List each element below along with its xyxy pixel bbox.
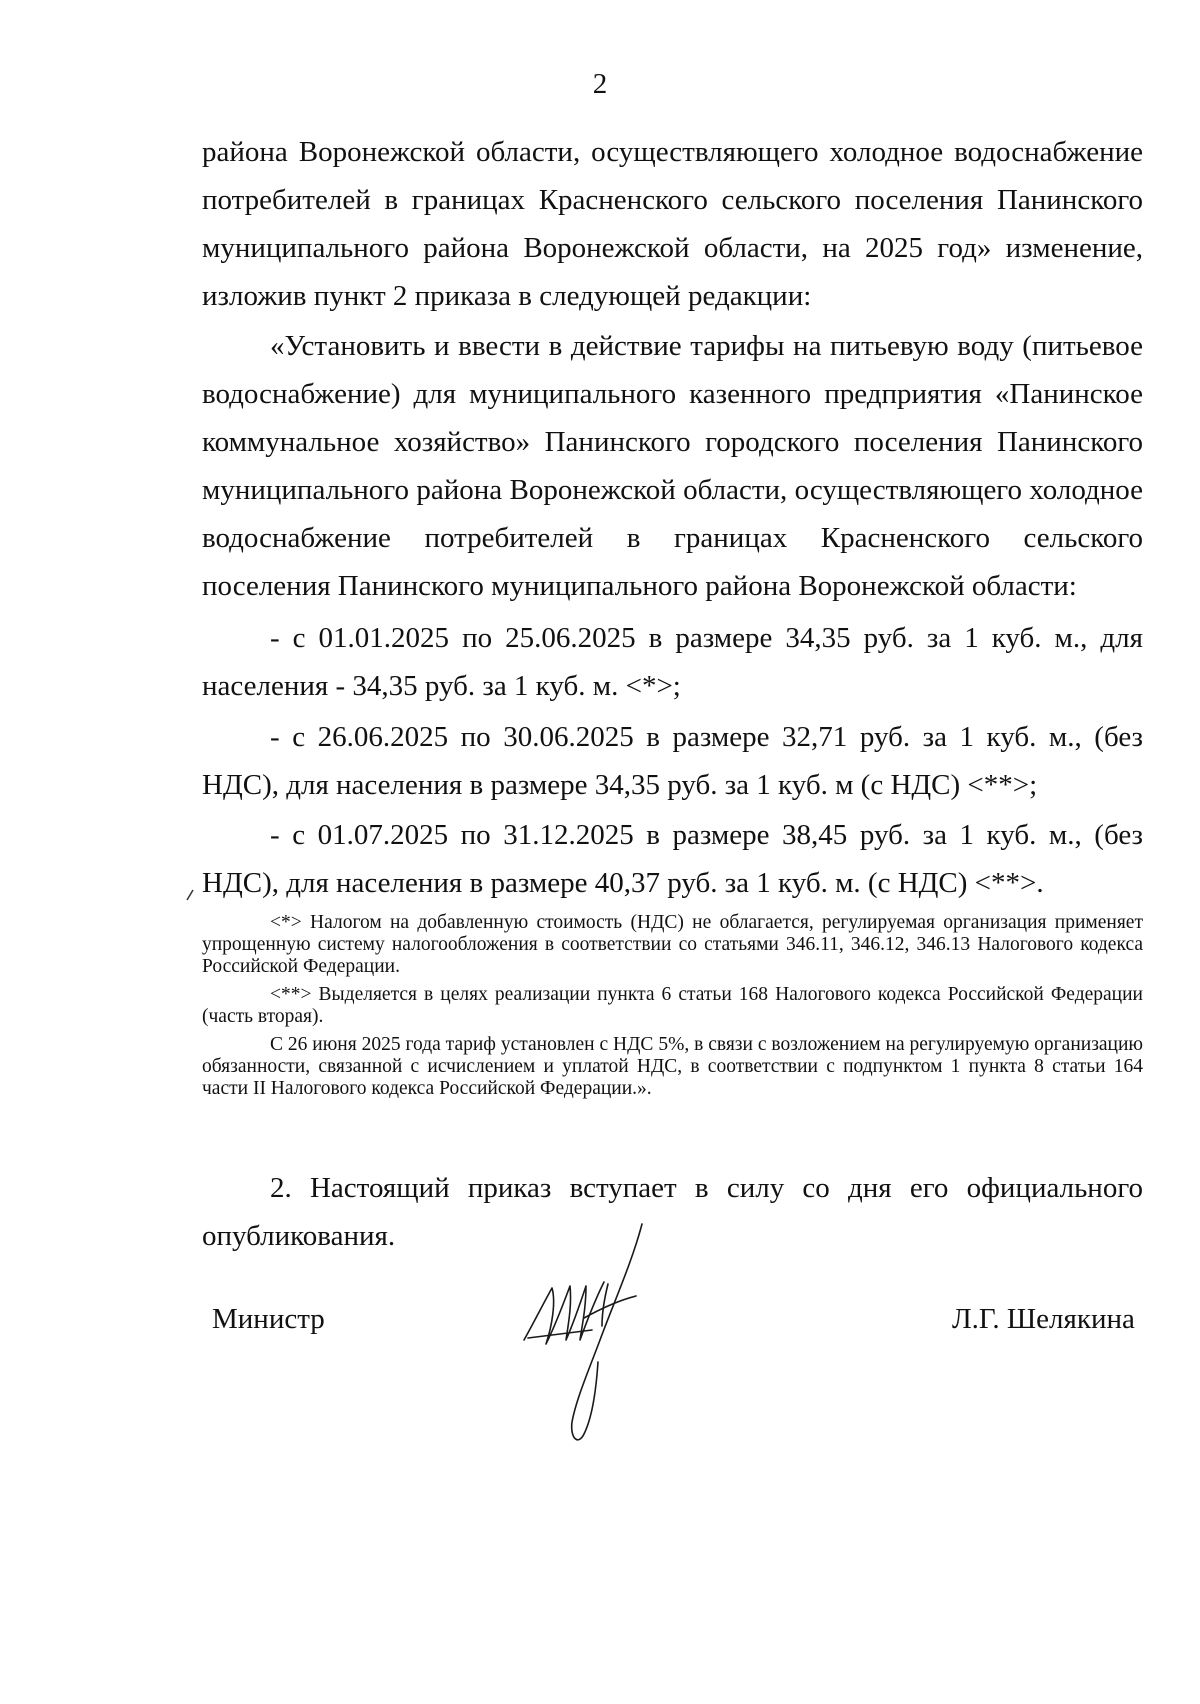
footnote: С 26 июня 2025 года тариф установлен с НДС 5%, в связи с возложением на регулируемую организацию обязанности, связанной с исчислением и уплатой НДС, в соответствии с подпунктом 1 пункта 8 статьи 164 части II Налогового кодекса Российской Федерации.». <box>202 1034 1143 1099</box>
intro-text: района Воронежской области, осуществляющего холодное водоснабжение потребителей в границах Красненского сельского поселения Панинского муниципального района Воронежской области, на 2025 год» изменение, изложив пункт 2 приказа в следующей редакции: <box>202 136 1143 312</box>
tariff-item <box>202 811 1143 907</box>
quoted-clause <box>202 322 1143 610</box>
final-clause-text: 2. Настоящий приказ вступает в силу со дня его официального опубликования. <box>202 1172 1143 1252</box>
footnote: <**> Выделяется в целях реализации пункта 6 статьи 168 Налогового кодекса Российской Федерации (часть вторая). <box>202 984 1143 1027</box>
handwritten-signature <box>522 1222 662 1452</box>
tariff-item-text: - с 26.06.2025 по 30.06.2025 в размере 32,71 руб. за 1 куб. м., (без НДС), для населения в размере 34,35 руб. за 1 куб. м (с НДС) <**>; <box>202 721 1143 801</box>
signatory-position: Министр <box>212 1303 325 1335</box>
tariff-item-text: - с 01.01.2025 по 25.06.2025 в размере 34,35 руб. за 1 куб. м., для населения - 34,35 руб. за 1 куб. м. <*>; <box>202 622 1143 702</box>
page-number: 2 <box>592 68 608 100</box>
footnotes <box>202 912 1143 1100</box>
tariff-item-text: - с 01.07.2025 по 31.12.2025 в размере 38,45 руб. за 1 куб. м., (без НДС), для населения в размере 40,37 руб. за 1 куб. м. (с НДС) <**>. <box>202 819 1143 899</box>
signatory-name: Л.Г. Шелякина <box>952 1303 1135 1335</box>
final-clause <box>202 1164 1143 1260</box>
tariff-item <box>202 614 1143 710</box>
intro-paragraph <box>202 128 1143 320</box>
footnote: <*> Налогом на добавленную стоимость (НДС) не облагается, регулируемая организация применяет упрощенную систему налогообложения в соответствии со статьями 346.11, 346.12, 346.13 Налогового кодекса Российской Федерации. <box>202 912 1143 977</box>
tariff-item <box>202 713 1143 809</box>
margin-tick-mark <box>185 888 195 902</box>
quoted-clause-text: «Установить и ввести в действие тарифы на питьевую воду (питьевое водоснабжение) для муниципального казенного предприятия «Панинское коммунальное хозяйство» Панинского городского поселения Панинского муниципального района Воронежской области, осуществляющего холодное водоснабжение потребителей в границах Красненского сельского поселения Панинского муниципального района Воронежской области: <box>202 330 1143 602</box>
